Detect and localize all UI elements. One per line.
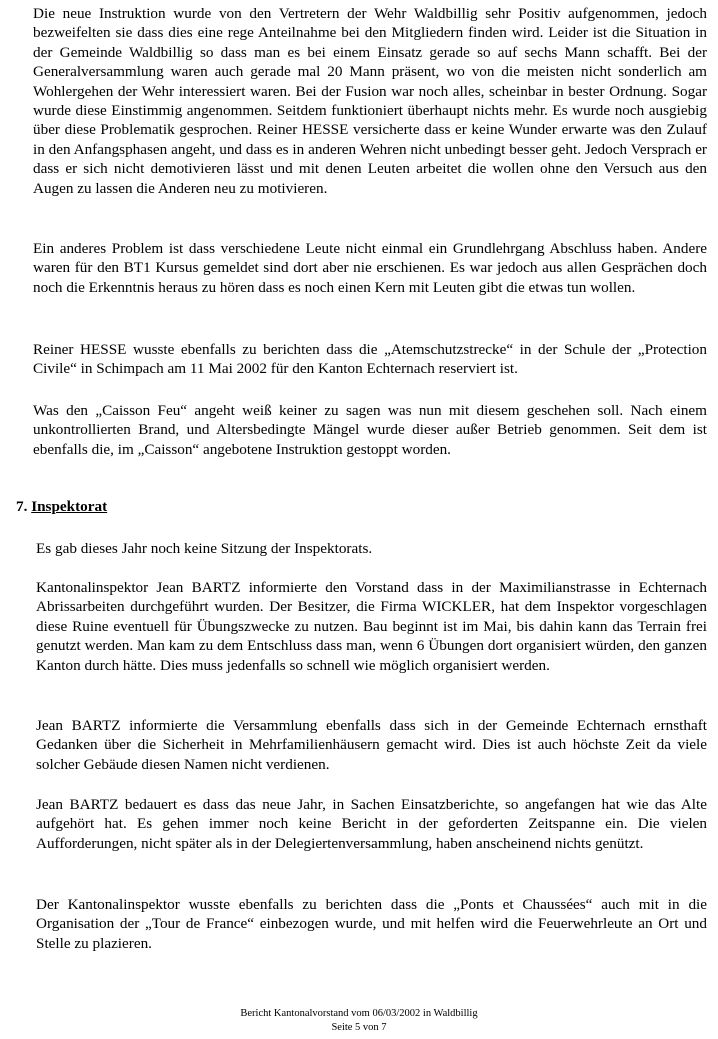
paragraph-abrissarbeiten: Kantonalinspektor Jean BARTZ informierte den Vorstand dass in der Maximilianstrasse in Echternach Abrissarbeiten durchgeführt wurden. Der Besitzer, die Firma WICKLER, hat dem Inspektor vorgeschlagen diese Ruine eventuell für Übungszwecke zu nutzen. Bau beginnt ist im Mai, bis dahin kann das Terrain frei genutzt werden. Man kam zu dem Entschluss dass man, wenn 6 Übungen dort organisiert würden, den ganzen Kanton durch hätte. Dies muss jedenfalls so schnell wie möglich organisiert werden. [36, 579, 707, 674]
paragraph-einsatzberichte: Jean BARTZ bedauert es dass das neue Jahr, in Sachen Einsatzberichte, so angefangen hat wie das Alte aufgehört hat. Es gehen immer noch keine Bericht in der geforderten Zeitspanne ein. Die vielen Aufforderungen, nicht später als in der Delegiertenversammlung, haben anscheinend nichts genützt. [36, 796, 707, 852]
paragraph-waldbillig-instruction: Die neue Instruktion wurde von den Vertretern der Wehr Waldbillig sehr Positiv aufgenommen, jedoch bezweifelten sie dass dies eine rege Anteilnahme bei den Mitgliedern finden wird. Leider ist die Situation in der Gemeinde Waldbillig so dass man es bei einem Einsatz gerade so auf sechs Mann schafft. Bei der Generalversammlung waren auch gerade mal 20 Mann präsent, wo von die meisten nicht sonderlich am Wohlergehen der Wehr interessiert waren. Bei der Fusion war noch alles, scheinbar in bester Ordnung. Sogar wurde diese Einstimmig angenommen. Seitdem funktioniert überhaupt nichts mehr. Es wurde noch ausgiebig über diese Problematik gesprochen. Reiner HESSE versicherte dass er keine Wunder erwarte was den Zulauf in den Anfangsphasen angeht, und dass es in anderen Wehren nicht unbedingt besser geht. Jedoch Versprach er dass er sich nicht demotivieren lässt und mit denen Leuten arbeitet die wollen ohne den Versuch aus den Augen zu lassen die Anderen neu zu motivieren. [33, 5, 707, 197]
footer-page-number: Seite 5 von 7 [331, 1022, 387, 1033]
paragraph-caisson-feu: Was den „Caisson Feu“ angeht weiß keiner zu sagen was nun mit diesem geschehen soll. Nach einem unkontrollierten Brand, und Altersbedingte Mängel wurde dieser außer Betrieb genommen. Seit dem ist ebenfalls die, im „Caisson“ angebotene Instruktion gestoppt worden. [33, 402, 707, 458]
section-title: Inspektorat [31, 498, 108, 515]
footer-report-line: Bericht Kantonalvorstand vom 06/03/2002 in Waldbillig [240, 1008, 478, 1019]
paragraph-mehrfamilienhaeuser: Jean BARTZ informierte die Versammlung ebenfalls dass sich in der Gemeinde Echternach ernsthaft Gedanken über die Sicherheit in Mehrfamilienhäusern gemacht wird. Dies ist auch höchste Zeit da viele solcher Gebäude diesen Namen nicht verdienen. [36, 717, 707, 773]
section-number: 7. [16, 498, 28, 515]
section-heading-inspektorat [16, 497, 107, 516]
paragraph-grundlehrgang: Ein anderes Problem ist dass verschiedene Leute nicht einmal ein Grundlehrgang Abschluss haben. Andere waren für den BT1 Kursus gemeldet sind dort aber nie erschienen. Es war jedoch aus allen Gesprächen doch noch die Erkenntnis heraus zu hören dass es noch einen Kern mit Leuten gibt die etwas tun wollen. [33, 240, 707, 296]
paragraph-keine-sitzung: Es gab dieses Jahr noch keine Sitzung der Inspektorats. [36, 540, 373, 557]
paragraph-atemschutzstrecke: Reiner HESSE wusste ebenfalls zu berichten dass die „Atemschutzstrecke“ in der Schule der „Protection Civile“ in Schimpach am 11 Mai 2002 für den Kanton Echternach reserviert ist. [33, 341, 707, 378]
paragraph-tour-de-france: Der Kantonalinspektor wusste ebenfalls zu berichten dass die „Ponts et Chaussées“ auch mit in die Organisation der „Tour de France“ einbezogen wurde, und mit helfen wird die Feuerwehrleute an Ort und Stelle zu plazieren. [36, 896, 707, 952]
